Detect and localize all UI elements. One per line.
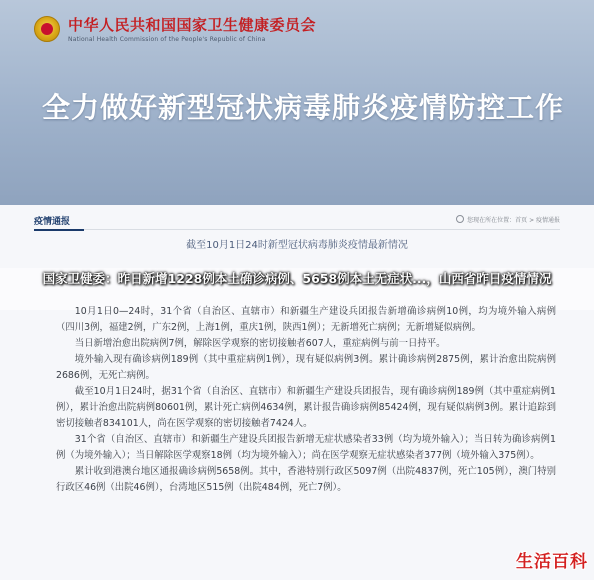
site-title-english: National Health Commission of the People's Republic of China: [68, 36, 266, 43]
article-paragraph: 境外输入现有确诊病例189例（其中重症病例1例），现有疑似病例3例。累计确诊病例2875例，累计治愈出院病例2686例，无死亡病例。: [56, 354, 556, 381]
header-banner-area: [0, 0, 594, 205]
headline-caption: 国家卫健委：昨日新增1228例本土确诊病例、5658例本土无症状...，山西省昨日疫情情况: [42, 271, 552, 286]
watermark-logo: 生活百科: [516, 552, 588, 572]
section-bar: [34, 213, 560, 230]
article-body: [56, 304, 556, 496]
breadcrumb: [456, 215, 560, 224]
article-paragraph: 10月1日0—24时，31个省（自治区、直辖市）和新疆生产建设兵团报告新增确诊病例10例，均为境外输入病例（四川3例，福建2例，广东2例，上海1例，重庆1例，陕西1例）；无新增死亡病例；无新增疑似病例。: [56, 306, 556, 333]
article-title: 截至10月1日24时新型冠状病毒肺炎疫情最新情况: [186, 240, 408, 251]
section-underline: [34, 229, 84, 231]
national-emblem-icon: [34, 16, 60, 42]
site-title[interactable]: 中华人民共和国国家卫生健康委员会: [68, 16, 317, 34]
section-title[interactable]: 疫情通报: [34, 217, 71, 227]
breadcrumb-text[interactable]: 您现在所在位置：首页 > 疫情通报: [467, 217, 560, 224]
article-paragraph: 当日新增治愈出院病例7例，解除医学观察的密切接触者607人，重症病例与前一日持平。: [74, 338, 446, 349]
campaign-banner: 全力做好新型冠状病毒肺炎疫情防控工作: [42, 91, 565, 124]
article-paragraph: 31个省（自治区、直辖市）和新疆生产建设兵团报告新增无症状感染者33例（均为境外输入）；当日转为确诊病例1例（为境外输入）；当日解除医学观察18例（均为境外输入）；尚在医学观察无症状感染者377例（境外输入375例）。: [56, 434, 556, 461]
location-icon: [456, 215, 464, 223]
article-paragraph: 累计收到港澳台地区通报确诊病例5658例。其中，香港特别行政区5097例（出院4837例，死亡105例），澳门特别行政区46例（出院46例），台湾地区515例（出院484例，死亡7例）。: [56, 466, 556, 493]
article-paragraph: 截至10月1日24时，据31个省（自治区、直辖市）和新疆生产建设兵团报告，现有确诊病例189例（其中重症病例1例），累计治愈出院病例80601例，累计死亡病例4634例，累计报告确诊病例85424例，现有疑似病例3例。累计追踪到密切接触者834101人，尚在医学观察的密切接触者7424人。: [56, 386, 556, 429]
